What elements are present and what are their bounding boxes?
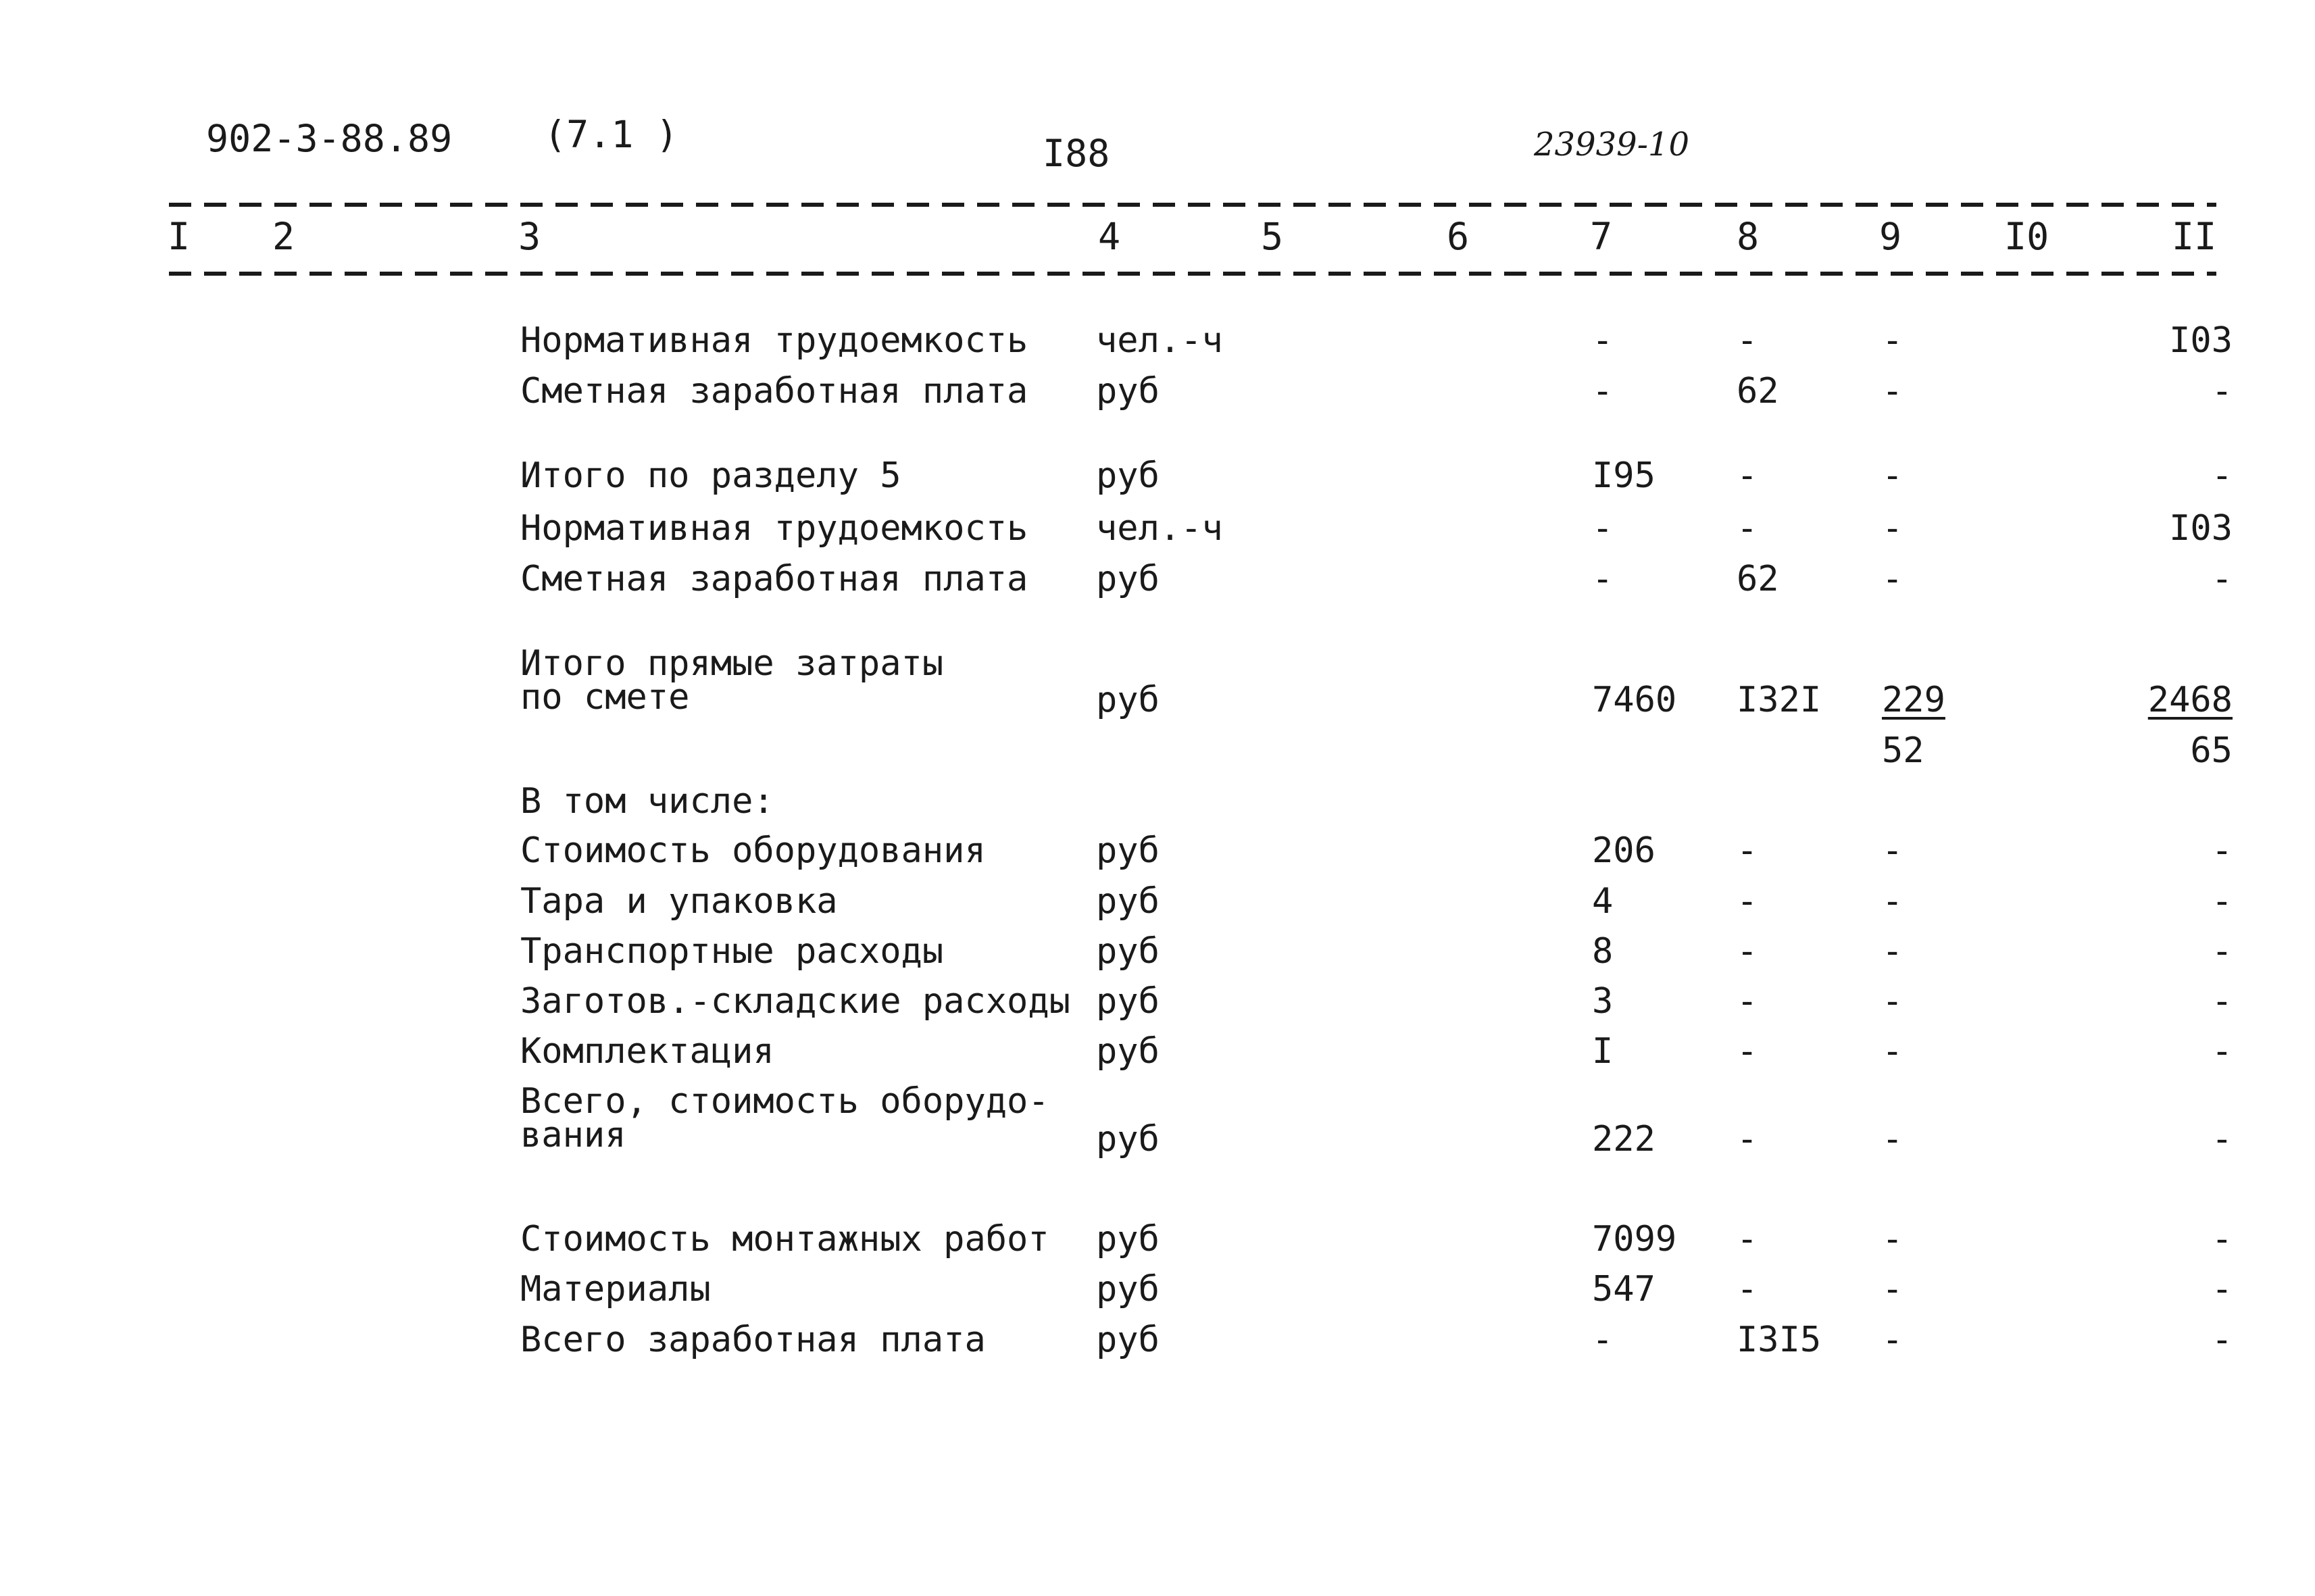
column-number-4: 4 <box>1098 215 1121 258</box>
cell-col11-sub: 65 <box>2190 730 2233 771</box>
row-label: Нормативная трудоемкость <box>520 320 1028 361</box>
row-unit: руб <box>1096 931 1160 972</box>
cell-col11: - <box>2211 981 2233 1022</box>
row-label: Нормативная трудоемкость <box>520 508 1028 549</box>
cell-col11: - <box>2211 1031 2233 1072</box>
sheet-number: (7.1 ) <box>544 113 678 156</box>
cell-col7: 7460 <box>1592 680 1677 720</box>
cell-col9: - <box>1882 1119 1903 1159</box>
row-label: Итого по разделу 5 <box>520 455 901 496</box>
cell-col8: I32I <box>1737 680 1822 720</box>
cell-col7: - <box>1592 1320 1614 1360</box>
cell-col8: 62 <box>1737 371 1779 412</box>
header-top-rule <box>169 203 2216 207</box>
row-unit: руб <box>1096 881 1160 922</box>
row-unit: руб <box>1096 981 1160 1022</box>
cell-col7: - <box>1592 508 1614 549</box>
row-label: Стоимость оборудования <box>520 830 986 871</box>
cell-col7: 206 <box>1592 830 1656 871</box>
row-label: Заготов.-складские расходы <box>520 981 1070 1022</box>
cell-col9-sub: 52 <box>1882 730 1924 771</box>
cell-col11: - <box>2211 455 2233 496</box>
row-label: Тара и упаковка <box>520 881 838 922</box>
cell-col9: 229 <box>1882 680 1945 720</box>
cell-col8: - <box>1737 320 1758 361</box>
cell-col8: - <box>1737 1219 1758 1260</box>
cell-col9: - <box>1882 1320 1903 1360</box>
row-label-line1: Итого прямые затраты <box>520 643 944 684</box>
cell-col11: - <box>2211 881 2233 922</box>
cell-col9: - <box>1882 559 1903 599</box>
row-unit: чел.-ч <box>1096 508 1223 549</box>
row-unit: руб <box>1096 1031 1160 1072</box>
cell-col8: 62 <box>1737 559 1779 599</box>
row-unit: руб <box>1096 680 1160 720</box>
row-unit: руб <box>1096 1219 1160 1260</box>
cell-col7: I95 <box>1592 455 1656 496</box>
row-label: Транспортные расходы <box>520 931 944 972</box>
row-label-line1: Всего, стоимость оборудо- <box>520 1081 1049 1122</box>
cell-col9: - <box>1882 1269 1903 1310</box>
row-unit: руб <box>1096 1269 1160 1310</box>
row-label-line2: по смете <box>520 677 690 718</box>
cell-col11: - <box>2211 1320 2233 1360</box>
cell-col9: - <box>1882 981 1903 1022</box>
cell-col7: 3 <box>1592 981 1614 1022</box>
cell-col7: 222 <box>1592 1119 1656 1159</box>
row-label-line2: вания <box>520 1115 626 1155</box>
inventory-number: 23939-10 <box>1534 126 1689 164</box>
cell-col11: - <box>2211 559 2233 599</box>
cell-col8: - <box>1737 1269 1758 1310</box>
cell-col11: 2468 <box>2147 680 2233 720</box>
cell-col8: - <box>1737 881 1758 922</box>
cell-col8: - <box>1737 981 1758 1022</box>
cell-col7: 547 <box>1592 1269 1656 1310</box>
column-number-11: II <box>2172 215 2217 258</box>
row-unit: руб <box>1096 455 1160 496</box>
cell-col9: - <box>1882 1031 1903 1072</box>
cell-col9: - <box>1882 371 1903 412</box>
cell-col11: - <box>2211 1219 2233 1260</box>
cell-col7: 7099 <box>1592 1219 1677 1260</box>
column-number-3: 3 <box>518 215 541 258</box>
row-unit: чел.-ч <box>1096 320 1223 361</box>
row-unit: руб <box>1096 830 1160 871</box>
row-label: В том числе: <box>520 781 774 822</box>
cell-col8: - <box>1737 1031 1758 1072</box>
cell-col8: - <box>1737 508 1758 549</box>
column-number-10: I0 <box>2004 215 2049 258</box>
row-label: Сметная заработная плата <box>520 371 1028 412</box>
column-number-6: 6 <box>1447 215 1470 258</box>
cell-col7: - <box>1592 559 1614 599</box>
column-number-5: 5 <box>1261 215 1284 258</box>
row-unit: руб <box>1096 1119 1160 1159</box>
cell-col11: I03 <box>2169 508 2233 549</box>
row-label: Сметная заработная плата <box>520 559 1028 599</box>
row-label: Материалы <box>520 1269 711 1310</box>
cell-col8: - <box>1737 1119 1758 1159</box>
page-number: I88 <box>1043 132 1110 175</box>
cell-col9: - <box>1882 931 1903 972</box>
cell-col9: - <box>1882 1219 1903 1260</box>
cell-col8: - <box>1737 931 1758 972</box>
row-unit: руб <box>1096 371 1160 412</box>
cell-col8: I3I5 <box>1737 1320 1822 1360</box>
column-number-9: 9 <box>1879 215 1902 258</box>
cell-col9: - <box>1882 830 1903 871</box>
header-bottom-rule <box>169 272 2216 276</box>
column-number-7: 7 <box>1590 215 1613 258</box>
document-code: 902-3-88.89 <box>206 117 453 160</box>
column-number-2: 2 <box>272 215 295 258</box>
cell-col7: I <box>1592 1031 1614 1072</box>
cell-col9: - <box>1882 881 1903 922</box>
cell-col11: - <box>2211 371 2233 412</box>
cell-col9: - <box>1882 455 1903 496</box>
cell-col8: - <box>1737 455 1758 496</box>
cell-col11: - <box>2211 1269 2233 1310</box>
row-label: Стоимость монтажных работ <box>520 1219 1049 1260</box>
cell-col11: - <box>2211 1119 2233 1159</box>
cell-col8: - <box>1737 830 1758 871</box>
cell-col11: I03 <box>2169 320 2233 361</box>
cell-col7: 4 <box>1592 881 1614 922</box>
cell-col9: - <box>1882 508 1903 549</box>
column-number-1: I <box>168 215 191 258</box>
cell-col11: - <box>2211 931 2233 972</box>
cell-col7: 8 <box>1592 931 1614 972</box>
row-unit: руб <box>1096 559 1160 599</box>
row-label: Комплектация <box>520 1031 774 1072</box>
cell-col7: - <box>1592 371 1614 412</box>
column-number-8: 8 <box>1737 215 1760 258</box>
row-unit: руб <box>1096 1320 1160 1360</box>
cell-col7: - <box>1592 320 1614 361</box>
cell-col9: - <box>1882 320 1903 361</box>
row-label: Всего заработная плата <box>520 1320 986 1360</box>
cell-col11: - <box>2211 830 2233 871</box>
